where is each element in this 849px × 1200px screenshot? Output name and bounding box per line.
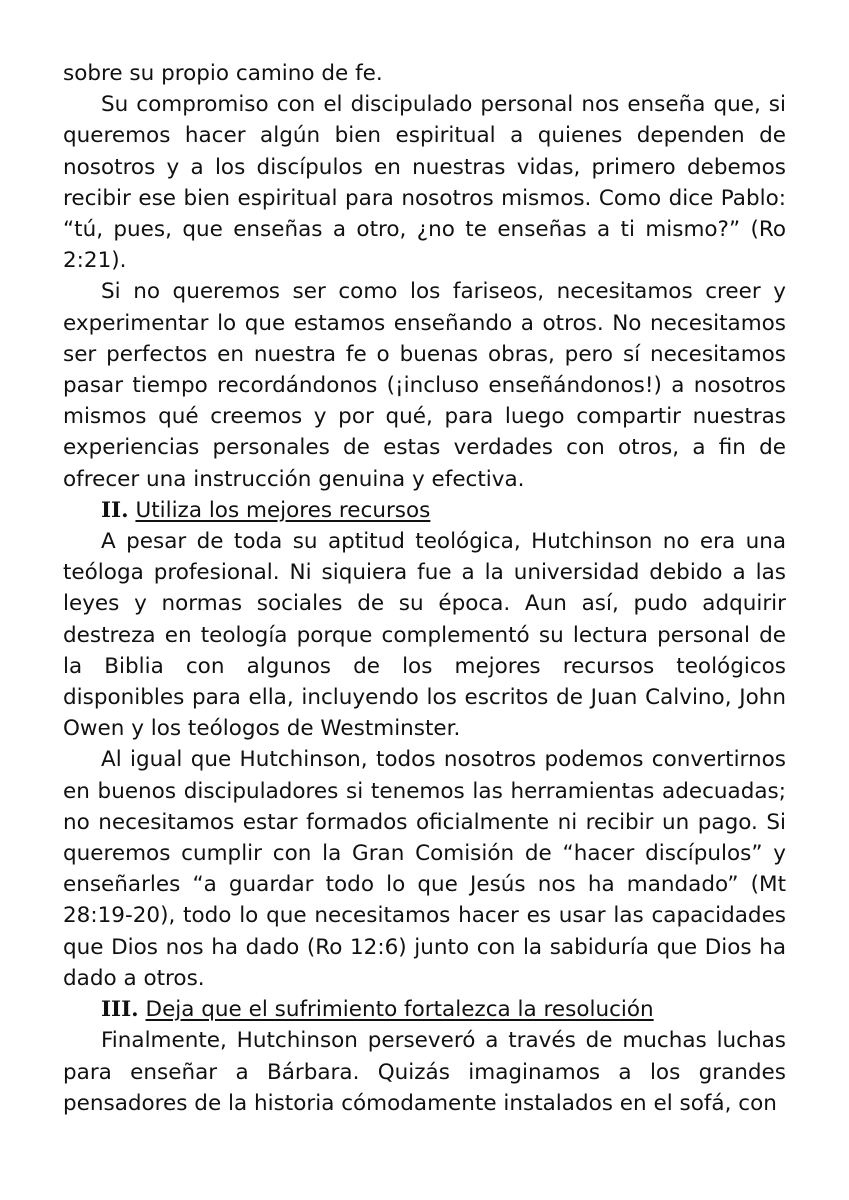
paragraph-pharisees: Si no queremos ser como los fariseos, necesitamos creer y experimentar lo que estamos enseñando a otros. No necesitamos ser perfectos en nuestra fe o buenas obras, pero sí necesitamos pasar tiempo recordándonos (¡incluso enseñándonos!) a nosotros mismos qué creemos y por qué, para luego compartir nuestras experiencias personales de estas verdades con otros, a fin de ofrecer una instrucción genuina y efectiva. <box>63 279 786 492</box>
section-title-3: Deja que el sufrimiento fortalezca la resolución <box>145 997 654 1023</box>
section-title-2: Utiliza los mejores recursos <box>135 497 431 523</box>
paragraph-continuation: sobre su propio camino de fe. <box>63 61 383 86</box>
section-heading-2 <box>63 495 786 526</box>
paragraph-discipleship: Su compromiso con el discipulado personal nos enseña que, si queremos hacer algún bien espiritual a quienes dependen de nosotros y a los discípulos en nuestras vidas, primero debemos recibir ese bien espiritual para nosotros mismos. Como dice Pablo: “tú, pues, que enseñas a otro, ¿no te enseñas a ti mismo?” (Ro 2:21). <box>63 92 786 274</box>
paragraph-disciplers: Al igual que Hutchinson, todos nosotros podemos convertirnos en buenos discipuladores si tenemos las herramientas adecuadas; no necesitamos estar formados oficialmente ni recibir un pago. Si queremos cumplir con la Gran Comisión de “hacer discípulos” y enseñarles “a guardar todo lo que Jesús nos ha mandado” (Mt 28:19-20), todo lo que necesitamos hacer es usar las capacidades que Dios nos ha dado (Ro 12:6) junto con la sabiduría que Dios ha dado a otros. <box>63 747 786 991</box>
paragraph-suffering: Finalmente, Hutchinson perseveró a través de muchas luchas para enseñar a Bárbara. Quizás imaginamos a los grandes pensadores de la historia cómodamente instalados en el sofá, con <box>63 1028 786 1116</box>
section-number-3: III. <box>101 997 139 1023</box>
document-page <box>63 58 786 1119</box>
paragraph-resources: A pesar de toda su aptitud teológica, Hutchinson no era una teóloga profesional. Ni siquiera fue a la universidad debido a las leyes y normas sociales de su época. Aun así, pudo adquirir destreza en teología porque complementó su lectura personal de la Biblia con algunos de los mejores recursos teológicos disponibles para ella, incluyendo los escritos de Juan Calvino, John Owen y los teólogos de Westminster. <box>63 529 786 742</box>
section-heading-3 <box>63 994 786 1025</box>
section-number-2: II. <box>101 497 129 523</box>
